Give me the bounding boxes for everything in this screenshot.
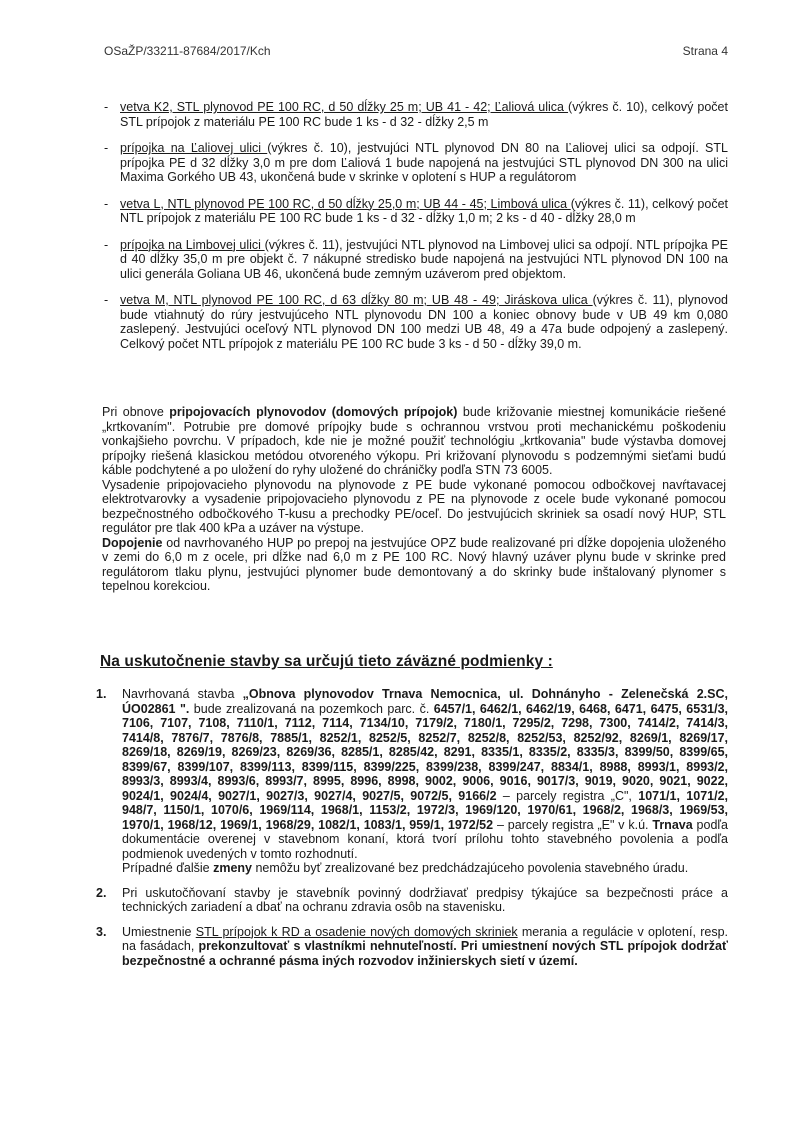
paragraph-installation: Vysadenie pripojovacieho plynovodu na plynovode z PE bude vykonané pomocou odbočkovej navŕtavacej elektrotvarovky a vysadenie pripojovacieho plynovodu z PE na plynovode z ocele bude vykonané pomocou bezpečnostného odbočkového T-kusu a prechodky PE/oceľ. Do jestvujúcich skriniek sa osadí nový HUP, STL regulátor pre tlak 400 kPa a uzáver na výstupe.	[102, 477, 726, 535]
text-run: Navrhovaná stavba	[122, 687, 243, 701]
condition-note	[122, 861, 728, 876]
document-reference: OSaŽP/33211-87684/2017/Kch	[104, 44, 271, 58]
list-item	[104, 100, 728, 129]
list-item-text	[120, 197, 728, 226]
list-item-text	[120, 238, 728, 282]
bold-run: pripojovacích plynovodov (domových prípojok)	[169, 405, 458, 419]
condition-item	[96, 687, 728, 876]
bold-run: prekonzultovať s vlastníkmi nehnuteľností. Pri umiestnení nových STL prípojok dodržať bezpečnostné a ochranné pásma iných rozvodov inžinierskych sietí v území.	[122, 939, 728, 968]
list-item-title: vetva M, NTL plynovod PE 100 RC, d 63 dĺžky 80 m; UB 48 - 49; Jiráskova ulica	[120, 293, 593, 307]
bullet-dash: -	[104, 237, 109, 252]
bold-run: 1071/1, 1071/2, 948/7, 1150/1, 1070/6, 1969/114, 1968/1, 1153/2, 1972/3, 1969/120, 1970/61, 1968/2, 1968/3, 1969/53, 1970/1, 1968/12, 1969/1, 1968/29, 1082/1, 1083/1, 959/1, 1972/52	[122, 788, 728, 832]
text-run: Prípadné ďalšie	[122, 861, 214, 875]
text-run: – parcely registra „C",	[496, 788, 639, 803]
list-item-title: vetva K2, STL plynovod PE 100 RC, d 50 dĺžky 25 m; UB 41 - 42; Ľaliová ulica	[120, 100, 569, 114]
list-item-body: (výkres č. 11), plynovod bude vtiahnutý do rúry jestvujúceho NTL plynovodu DN 100 a koniec obnovy bude v UB 49 km 0,080 zaslepený. Jestvujúci oceľový NTL plynovod DN 100 medzi UB 48, 49 a 47a bude odpojený a zaslepený. Celkový počet NTL prípojok z materiálu PE 100 RC bude 3 ks - d 50 - dĺžky 39,0 m.	[120, 293, 728, 351]
list-item-body: (výkres č. 11), celkový počet NTL prípojok z materiálu PE 100 RC bude 1 ks - d 32 - dĺžky 1,0 m; 2 ks - d 40 - dĺžky 28,0 m	[120, 196, 729, 225]
body-paragraph	[102, 405, 726, 594]
text-run: – parcely registra „E" v k.ú.	[493, 817, 653, 832]
condition-number: 3.	[96, 924, 107, 939]
list-item-title: prípojka na Limbovej ulici	[120, 237, 265, 252]
list-item-body: (výkres č. 10), jestvujúci NTL plynovod DN 80 na Ľaliovej ulici sa odpojí. STL prípojka PE d 32 dĺžky 3,0 m pre dom Ľaliová 1 bude napojená na jestvujúci STL plynovod DN 300 na ulici Maxima Gorkého UB 43, ukončená bude v skrinke v oplotení s HUP a regulátorom	[120, 141, 728, 184]
text-run: Pri obnove	[102, 405, 170, 419]
list-item	[104, 293, 728, 351]
text-run: podľa dokumentácie overenej v stavebnom konaní, ktorá tvorí prílohu tohto stavebného povolenia a podľa podmienok uvedených v tomto rozhodnutí.	[122, 817, 728, 861]
text-run: Umiestnenie	[122, 924, 196, 939]
condition-paragraph	[122, 687, 728, 861]
condition-item	[96, 886, 728, 915]
condition-number: 1.	[96, 687, 107, 701]
page-number: Strana 4	[682, 44, 728, 58]
bullet-list	[104, 100, 728, 363]
list-item-body: (výkres č. 10), celkový počet STL prípojok z materiálu PE 100 RC bude 1 ks - d 32 - dĺžky 2,5 m	[120, 100, 728, 129]
bullet-dash: -	[104, 141, 109, 155]
bold-run: „Obnova plynovodov Trnava Nemocnica, ul. Dohnányho - Zelenečská 2.SC, ÚO02861 ".	[122, 687, 728, 716]
paragraph-connection-extension	[102, 536, 726, 594]
list-item-text	[120, 293, 728, 351]
bold-run: 6457/1, 6462/1, 6462/19, 6468, 6471, 6475, 6531/3, 7106, 7107, 7108, 7110/1, 7112, 7114, 7134/10, 7179/2, 7180/1, 7295/2, 7298, 7300, 7414/2, 7414/3, 7414/8, 7876/7, 7876/8, 7885/1, 8252/1, 8252/5, 8252/7, 8252/8, 8252/53, 8252/92, 8269/1, 8269/17, 8269/18, 8269/19, 8269/23, 8269/36, 8285/1, 8285/42, 8291, 8335/1, 8335/2, 8335/3, 8399/50, 8399/65, 8399/67, 8399/107, 8399/113, 8399/115, 8399/225, 8399/238, 8399/247, 8834/1, 8988, 8993/1, 8993/2, 8993/3, 8993/4, 8993/6, 8993/7, 8995, 8996, 8998, 9002, 9006, 9016, 9017/3, 9019, 9020, 9021, 9022, 9024/1, 9024/4, 9027/1, 9027/3, 9027/4, 9027/5, 9072/5, 9166/2	[122, 701, 729, 803]
list-item-body: (výkres č. 11), jestvujúci NTL plynovod na Limbovej ulici sa odpojí. NTL prípojka PE d 40 dĺžky 35,0 m pre objekt č. 7 nákupné stredisko bude napojená na jestvujúci NTL plynovod DN 100 na ulici generála Goliana UB 46, ukončená bude zemným uzáverom pred objektom.	[120, 237, 728, 281]
paragraph-connections	[102, 405, 726, 478]
condition-paragraph: Pri uskutočňovaní stavby je stavebník povinný dodržiavať predpisy týkajúce sa bezpečnosti práce a technických zariadení a dbať na ochranu zdravia osôb na stavenisku.	[122, 885, 728, 914]
list-item-text	[120, 100, 728, 129]
list-item	[104, 197, 728, 226]
conditions-list	[96, 687, 728, 978]
list-item-text	[120, 141, 728, 185]
condition-text	[122, 925, 728, 969]
text-run: od navrhovaného HUP po prepoj na jestvujúce OPZ bude realizované pri dĺžke dopojenia uloženého v zemi do 6,0 m z ocele, pri dĺžke nad 6,0 m z PE 100 RC. Nový hlavný uzáver plynu bude v skrinke pred regulátorom tlaku plynu, jestvujúci plynomer bude demontovaný a do skrinky bude inštalovaný plynomer s tepelnou korekciou.	[102, 535, 726, 593]
section-title: Na uskutočnenie stavby sa určujú tieto záväzné podmienky :	[100, 653, 553, 670]
text-run: bude zrealizovaná na pozemkoch parc. č.	[189, 701, 434, 716]
bold-run: Trnava	[652, 817, 693, 832]
condition-text	[122, 886, 728, 915]
list-item	[104, 238, 728, 282]
condition-number: 2.	[96, 885, 107, 900]
text-run: nemôžu byť zrealizované bez predchádzajúceho povolenia stavebného úradu.	[251, 861, 689, 875]
condition-item	[96, 925, 728, 969]
bold-run: Dopojenie	[102, 535, 163, 550]
bullet-dash: -	[104, 196, 109, 211]
underlined-run: STL prípojok k RD a osadenie nových domových skriniek	[195, 924, 518, 939]
bullet-dash: -	[104, 100, 109, 114]
bold-run: zmeny	[213, 861, 252, 875]
list-item-title: vetva L, NTL plynovod PE 100 RC, d 50 dĺžky 25,0 m; UB 44 - 45; Limbová ulica	[120, 196, 571, 211]
condition-paragraph	[122, 925, 728, 969]
condition-text	[122, 687, 728, 876]
text-run: merania a regulácie v oplotení, resp. na fasádach,	[122, 924, 728, 953]
list-item-title: prípojka na Ľaliovej ulici	[120, 141, 268, 155]
list-item	[104, 141, 728, 185]
text-run: bude križovanie miestnej komunikácie riešené „krtkovaním". Potrubie pre domové prípojky bude s ochrannou vrstvou proti mechanickému poškodeniu vonkajšieho povrchu. V prípadoch, kde nie je možné použiť technológiu „krtkovania" bude výstavba domovej prípojky riešená klasickou metódou otvoreného výkopu. Pri križovaní plynovodu s podzemnými sieťami budú káble podchytené a po uložení do ryhy uložené do chráničky podľa STN 73 6005.	[102, 405, 726, 477]
bullet-dash: -	[104, 293, 109, 307]
